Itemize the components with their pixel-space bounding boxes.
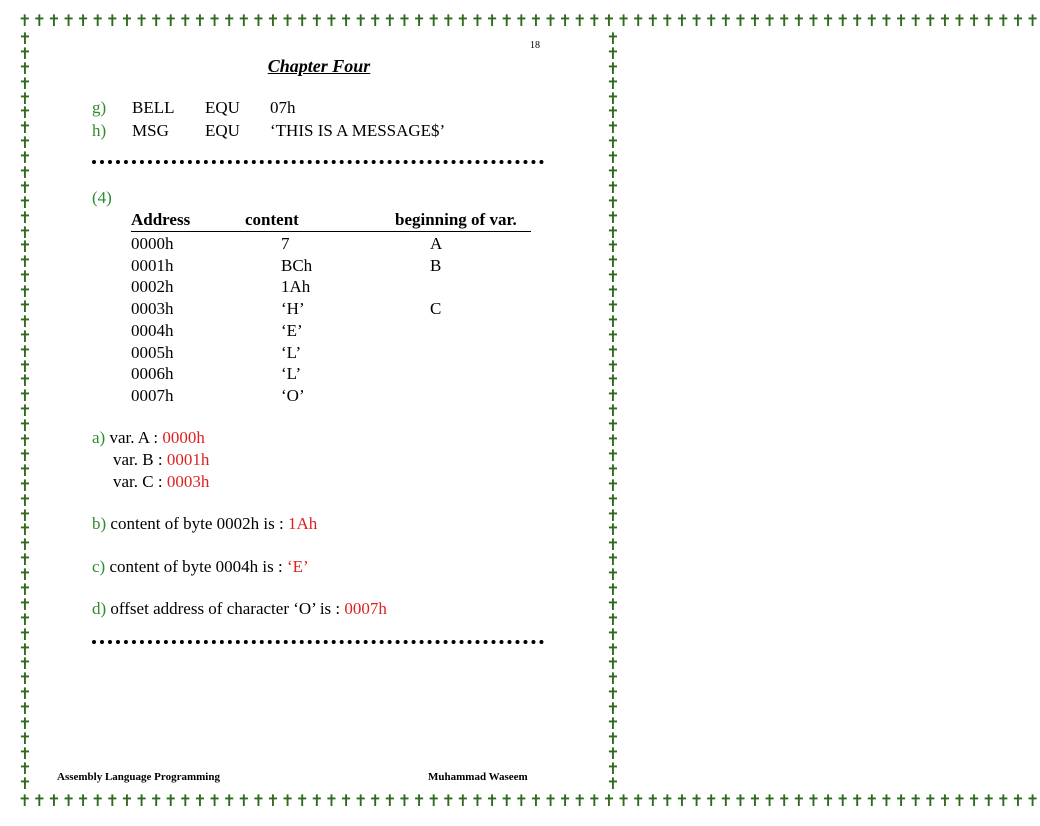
answer-text: var. B : — [113, 450, 167, 469]
equ-line-g — [92, 98, 296, 118]
answer-value: 1Ah — [287, 514, 318, 533]
answer-label: a) — [92, 428, 106, 447]
footer-book-title: Assembly Language Programming — [57, 771, 220, 783]
equ-name: BELL — [132, 98, 175, 117]
answer-d — [92, 599, 387, 619]
equ-value: ‘THIS IS A MESSAGE$’ — [270, 121, 446, 140]
answer-text: content of byte 0004h is : — [105, 557, 287, 576]
cell-content: ‘L’ — [281, 364, 302, 384]
decorative-border-top: ✝✝✝✝✝✝✝✝✝✝✝✝✝✝✝✝✝✝✝✝✝✝✝✝✝✝✝✝✝✝✝✝✝✝✝✝✝✝✝✝✝✝✝✝✝✝✝✝✝✝✝✝✝✝✝✝✝✝✝✝✝✝✝✝✝✝✝✝✝✝ — [18, 13, 1040, 30]
answer-a-line-2 — [113, 450, 209, 470]
cell-var: A — [430, 234, 443, 253]
answer-c — [92, 557, 309, 577]
cell-address: 0000h — [131, 234, 174, 253]
cell-content: ‘H’ — [281, 299, 305, 319]
answer-label: c) — [92, 557, 106, 576]
answer-b — [92, 514, 317, 534]
answer-a-line-3 — [113, 472, 209, 492]
chapter-title: Chapter Four — [267, 56, 371, 76]
answer-value: ‘E’ — [287, 557, 309, 576]
answer-text: content of byte 0002h is : — [106, 514, 288, 533]
cell-address: 0002h — [131, 277, 174, 297]
table-header-rule — [131, 231, 531, 232]
equ-name: MSG — [132, 121, 169, 140]
cell-content: ‘O’ — [281, 385, 305, 405]
dotted-separator — [92, 160, 544, 164]
cell-content: ‘E’ — [281, 320, 303, 340]
answer-label: b) — [92, 514, 107, 533]
answer-text: var. C : — [113, 472, 167, 491]
cell-content: 1Ah — [281, 277, 311, 297]
answer-text: var. A : — [109, 428, 163, 447]
equ-directive: EQU — [205, 121, 240, 140]
cell-address: 0005h — [131, 342, 174, 362]
equ-label: h) — [92, 121, 107, 140]
equ-value: 07h — [270, 98, 296, 117]
cell-var: C — [430, 299, 442, 319]
cell-address: 0001h — [131, 255, 174, 275]
answer-a-line-1 — [92, 428, 205, 448]
footer-author: Muhammad Waseem — [428, 771, 528, 783]
answer-value: 0001h — [166, 450, 210, 469]
cell-content: 7 — [281, 234, 290, 253]
cell-address: 0004h — [131, 320, 174, 340]
decorative-border-bottom: ✝✝✝✝✝✝✝✝✝✝✝✝✝✝✝✝✝✝✝✝✝✝✝✝✝✝✝✝✝✝✝✝✝✝✝✝✝✝✝✝✝✝✝✝✝✝✝✝✝✝✝✝✝✝✝✝✝✝✝✝✝✝✝✝✝✝✝✝✝✝ — [18, 793, 1040, 810]
dotted-separator — [92, 640, 544, 644]
cell-content: BCh — [281, 255, 313, 275]
decorative-border-left: ✝ ✝ ✝ ✝ ✝ ✝ ✝ ✝ ✝ ✝ ✝ ✝ ✝ ✝ ✝ ✝ ✝ ✝ ✝ ✝ ✝ ✝ ✝ ✝ ✝ ✝ ✝ ✝ ✝ ✝ ✝ ✝ ✝ ✝ ✝ ✝ ✝ ✝ ✝ ✝ ✝ ✝ ✝ ✝ ✝ ✝ ✝ ✝ ✝ ✝ ✝ — [18, 31, 32, 793]
table-header-content: content — [245, 210, 299, 229]
table-header-address: Address — [131, 210, 191, 229]
answer-text: offset address of character ‘O’ is : — [106, 599, 345, 618]
cell-var: B — [430, 255, 442, 275]
cell-content: ‘L’ — [281, 342, 302, 362]
equ-directive: EQU — [205, 98, 240, 117]
equ-line-h — [92, 121, 446, 141]
cell-address: 0006h — [131, 364, 174, 384]
answer-value: 0000h — [162, 428, 205, 447]
table-header-var: beginning of var. — [395, 210, 517, 229]
decorative-border-right: ✝ ✝ ✝ ✝ ✝ ✝ ✝ ✝ ✝ ✝ ✝ ✝ ✝ ✝ ✝ ✝ ✝ ✝ ✝ ✝ ✝ ✝ ✝ ✝ ✝ ✝ ✝ ✝ ✝ ✝ ✝ ✝ ✝ ✝ ✝ ✝ ✝ ✝ ✝ ✝ ✝ ✝ ✝ ✝ ✝ ✝ ✝ ✝ ✝ ✝ ✝ — [606, 31, 620, 793]
equ-label: g) — [92, 98, 107, 117]
answer-value: 0007h — [344, 599, 387, 618]
page-number: 18 — [530, 40, 540, 51]
answer-value: 0003h — [166, 472, 210, 491]
section-label: (4) — [92, 188, 112, 207]
answer-label: d) — [92, 599, 107, 618]
cell-address: 0003h — [131, 299, 174, 319]
cell-address: 0007h — [131, 385, 174, 405]
